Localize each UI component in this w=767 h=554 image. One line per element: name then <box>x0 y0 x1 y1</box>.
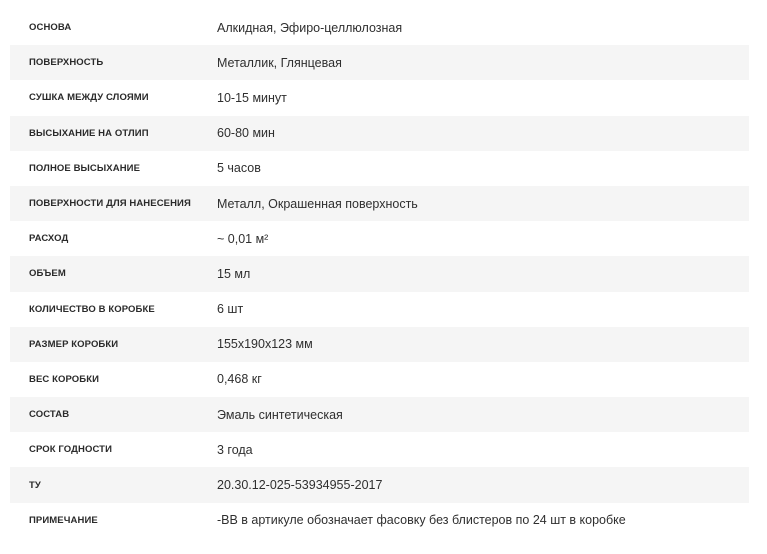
spec-value: 20.30.12-025-53934955-2017 <box>217 478 383 493</box>
spec-row-consumption <box>10 221 749 256</box>
spec-key: ПОВЕРХНОСТИ ДЛЯ НАНЕСЕНИЯ <box>29 198 191 210</box>
spec-key: ОСНОВА <box>29 22 72 34</box>
spec-key: ПРИМЕЧАНИЕ <box>29 514 98 526</box>
spec-key: ПОВЕРХНОСТЬ <box>29 57 104 69</box>
spec-row-base <box>10 10 749 45</box>
spec-value: 60-80 мин <box>217 126 275 141</box>
spec-key: СУШКА МЕЖДУ СЛОЯМИ <box>29 92 149 104</box>
spec-value: Металлик, Глянцевая <box>217 55 342 70</box>
spec-row-qty-per-box <box>10 292 749 327</box>
spec-value: 3 года <box>217 442 253 457</box>
spec-row-composition <box>10 397 749 432</box>
spec-key: КОЛИЧЕСТВО В КОРОБКЕ <box>29 303 155 315</box>
spec-row-tack-free <box>10 116 749 151</box>
spec-row-volume <box>10 256 749 291</box>
spec-row-application-surfaces <box>10 186 749 221</box>
spec-key: ПОЛНОЕ ВЫСЫХАНИЕ <box>29 162 141 174</box>
spec-row-full-dry <box>10 151 749 186</box>
spec-key: СРОК ГОДНОСТИ <box>29 444 112 456</box>
spec-key: ВЕС КОРОБКИ <box>29 373 100 385</box>
spec-row-box-size <box>10 327 749 362</box>
spec-key: РАСХОД <box>29 233 69 245</box>
spec-key: СОСТАВ <box>29 409 70 421</box>
spec-row-drying-between-coats <box>10 80 749 115</box>
spec-table <box>10 10 749 538</box>
spec-row-box-weight <box>10 362 749 397</box>
spec-value: 15 мл <box>217 266 251 281</box>
spec-value: Алкидная, Эфиро-целлюлозная <box>217 20 403 35</box>
spec-value: -BB в артикуле обозначает фасовку без блистеров по 24 шт в коробке <box>217 513 626 528</box>
spec-value: 10-15 минут <box>217 90 287 105</box>
spec-value: 5 часов <box>217 161 261 176</box>
spec-key: ВЫСЫХАНИЕ НА ОТЛИП <box>29 127 149 139</box>
spec-value: 0,468 кг <box>217 372 262 387</box>
spec-row-standard <box>10 467 749 502</box>
spec-key: ОБЪЕМ <box>29 268 66 280</box>
spec-key: ТУ <box>29 479 41 491</box>
spec-value: Металл, Окрашенная поверхность <box>217 196 418 211</box>
spec-value: Эмаль синтетическая <box>217 407 343 422</box>
spec-row-note <box>10 503 749 538</box>
spec-row-shelf-life <box>10 432 749 467</box>
spec-value: ~ 0,01 м² <box>217 231 269 246</box>
spec-key: РАЗМЕР КОРОБКИ <box>29 338 119 350</box>
spec-row-surface <box>10 45 749 80</box>
spec-value: 155x190x123 мм <box>217 337 313 352</box>
spec-value: 6 шт <box>217 302 244 317</box>
